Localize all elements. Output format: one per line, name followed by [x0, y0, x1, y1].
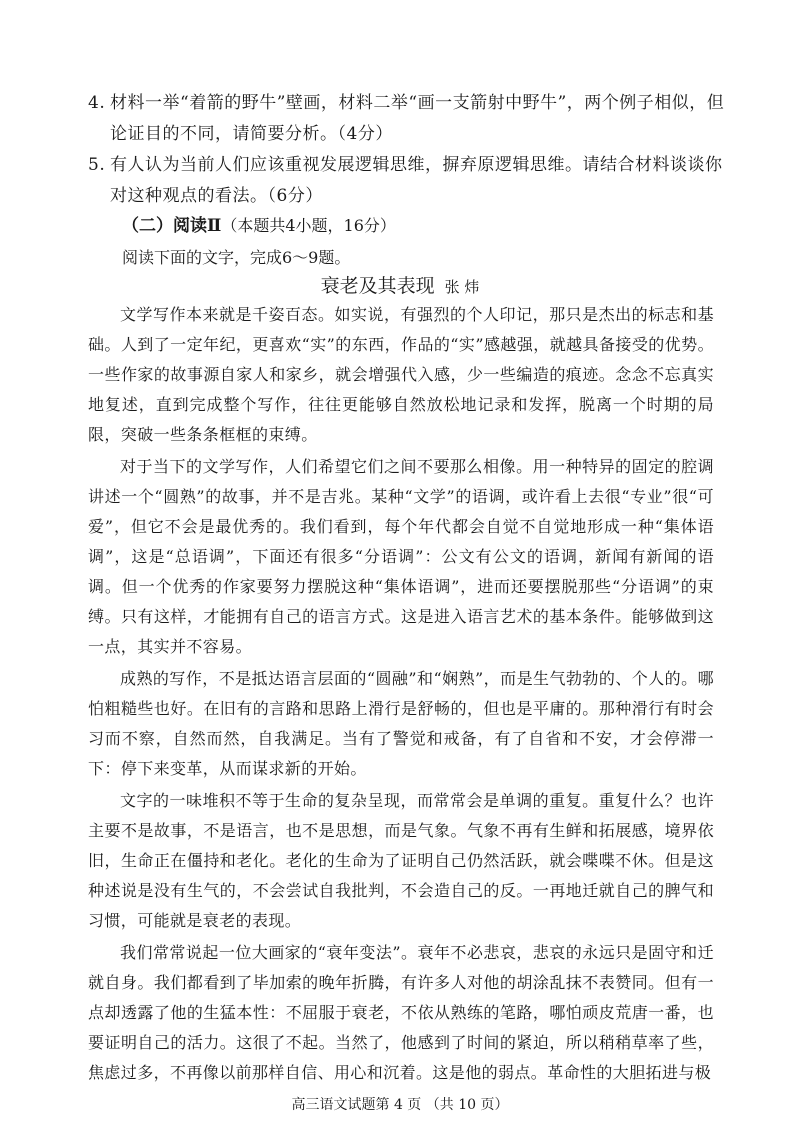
page-footer: 高三语文试题第 4 页 （共 10 页）	[291, 1097, 509, 1113]
question-number: 4.	[88, 93, 106, 113]
section-label: （二）阅读Ⅱ	[122, 216, 222, 236]
article-title: 衰老及其表现	[320, 275, 435, 297]
question-text: 有人认为当前人们应该重视发展逻辑思维，摒弃原逻辑思维。请结合材料谈谈你对这种观点的看法。（6分）	[110, 155, 723, 206]
article-paragraph: 对于当下的文学写作，人们希望它们之间不要那么相像。用一种特异的固定的腔调讲述一个“圆熟”的故事，并不是吉兆。某种“文学”的语调，或许看上去很“专业”很“可爱”，但它不会是最优秀的。我们看到，每个年代都会自觉不自觉地形成一种“集体语调”，这是“总语调”，下面还有很多“分语调”：公文有公文的语调，新闻有新闻的语调。但一个优秀的作家要努力摆脱这种“集体语调”，进而还要摆脱那些“分语调”的束缚。只有这样，才能拥有自己的语言方式。这是进入语言艺术的基本条件。能够做到这一点，其实并不容易。	[88, 457, 714, 656]
question-number: 5.	[88, 155, 106, 175]
question-text: 材料一举“着箭的野牛”壁画，材料二举“画一支箭射中野牛”，两个例子相似，但论证目的不同，请简要分析。（4分）	[110, 93, 725, 144]
article-body	[88, 300, 714, 1090]
article-paragraph: 成熟的写作，不是抵达语言层面的“圆融”和“娴熟”，而是生气勃勃的、个人的。哪怕粗糙些也好。在旧有的言路和思路上滑行是舒畅的，但也是平庸的。那种滑行有时会习而不察，自然而然，自我满足。当有了警觉和戒备，有了自省和不安，才会停滞一下：停下来变革，从而谋求新的开始。	[88, 669, 714, 778]
question-5	[88, 150, 728, 212]
question-4	[88, 88, 728, 150]
section-instruction: 阅读下面的文字，完成6～9题。	[122, 248, 351, 267]
article-title-line	[0, 272, 800, 301]
section-note: （本题共4小题，16分）	[221, 216, 396, 235]
article-author: 张 炜	[444, 278, 480, 296]
section-heading	[122, 212, 396, 240]
article-paragraph: 文学写作本来就是千姿百态。如实说，有强烈的个人印记，那只是杰出的标志和基础。人到了一定年纪，更喜欢“实”的东西，作品的“实”感越强，就越具备接受的优势。一些作家的故事源自家人和家乡，就会增强代入感，少一些编造的痕迹。念念不忘真实地复述，直到完成整个写作，往往更能够自然放松地记录和发挥，脱离一个时期的局限，突破一些条条框框的束缚。	[88, 305, 714, 444]
article-paragraph: 文字的一味堆积不等于生命的复杂呈现，而常常会是单调的重复。重复什么？也许主要不是故事，不是语言，也不是思想，而是气象。气象不再有生鲜和拓展感，境界依旧，生命正在僵持和老化。老化的生命为了证明自己仍然活跃，就会喋喋不休。但是这种述说是没有生气的，不会尝试自我批判，不会造自己的反。一再地迁就自己的脾气和习惯，可能就是衰老的表现。	[88, 791, 714, 930]
article-paragraph: 我们常常说起一位大画家的“衰年变法”。衰年不必悲哀，悲哀的永远只是固守和迁就自身。我们都看到了毕加索的晚年折腾，有许多人对他的胡涂乱抹不表赞同。但有一点却透露了他的生猛本性：不屈服于衰老，不依从熟练的笔路，哪怕顽皮荒唐一番，也要证明自己的活力。这很了不起。当然了，他感到了时间的紧迫，所以稍稍草率了些，焦虑过多，不再像以前那样自信、用心和沉着。这是他的弱点。革命性的大胆拓进与极	[88, 943, 714, 1082]
